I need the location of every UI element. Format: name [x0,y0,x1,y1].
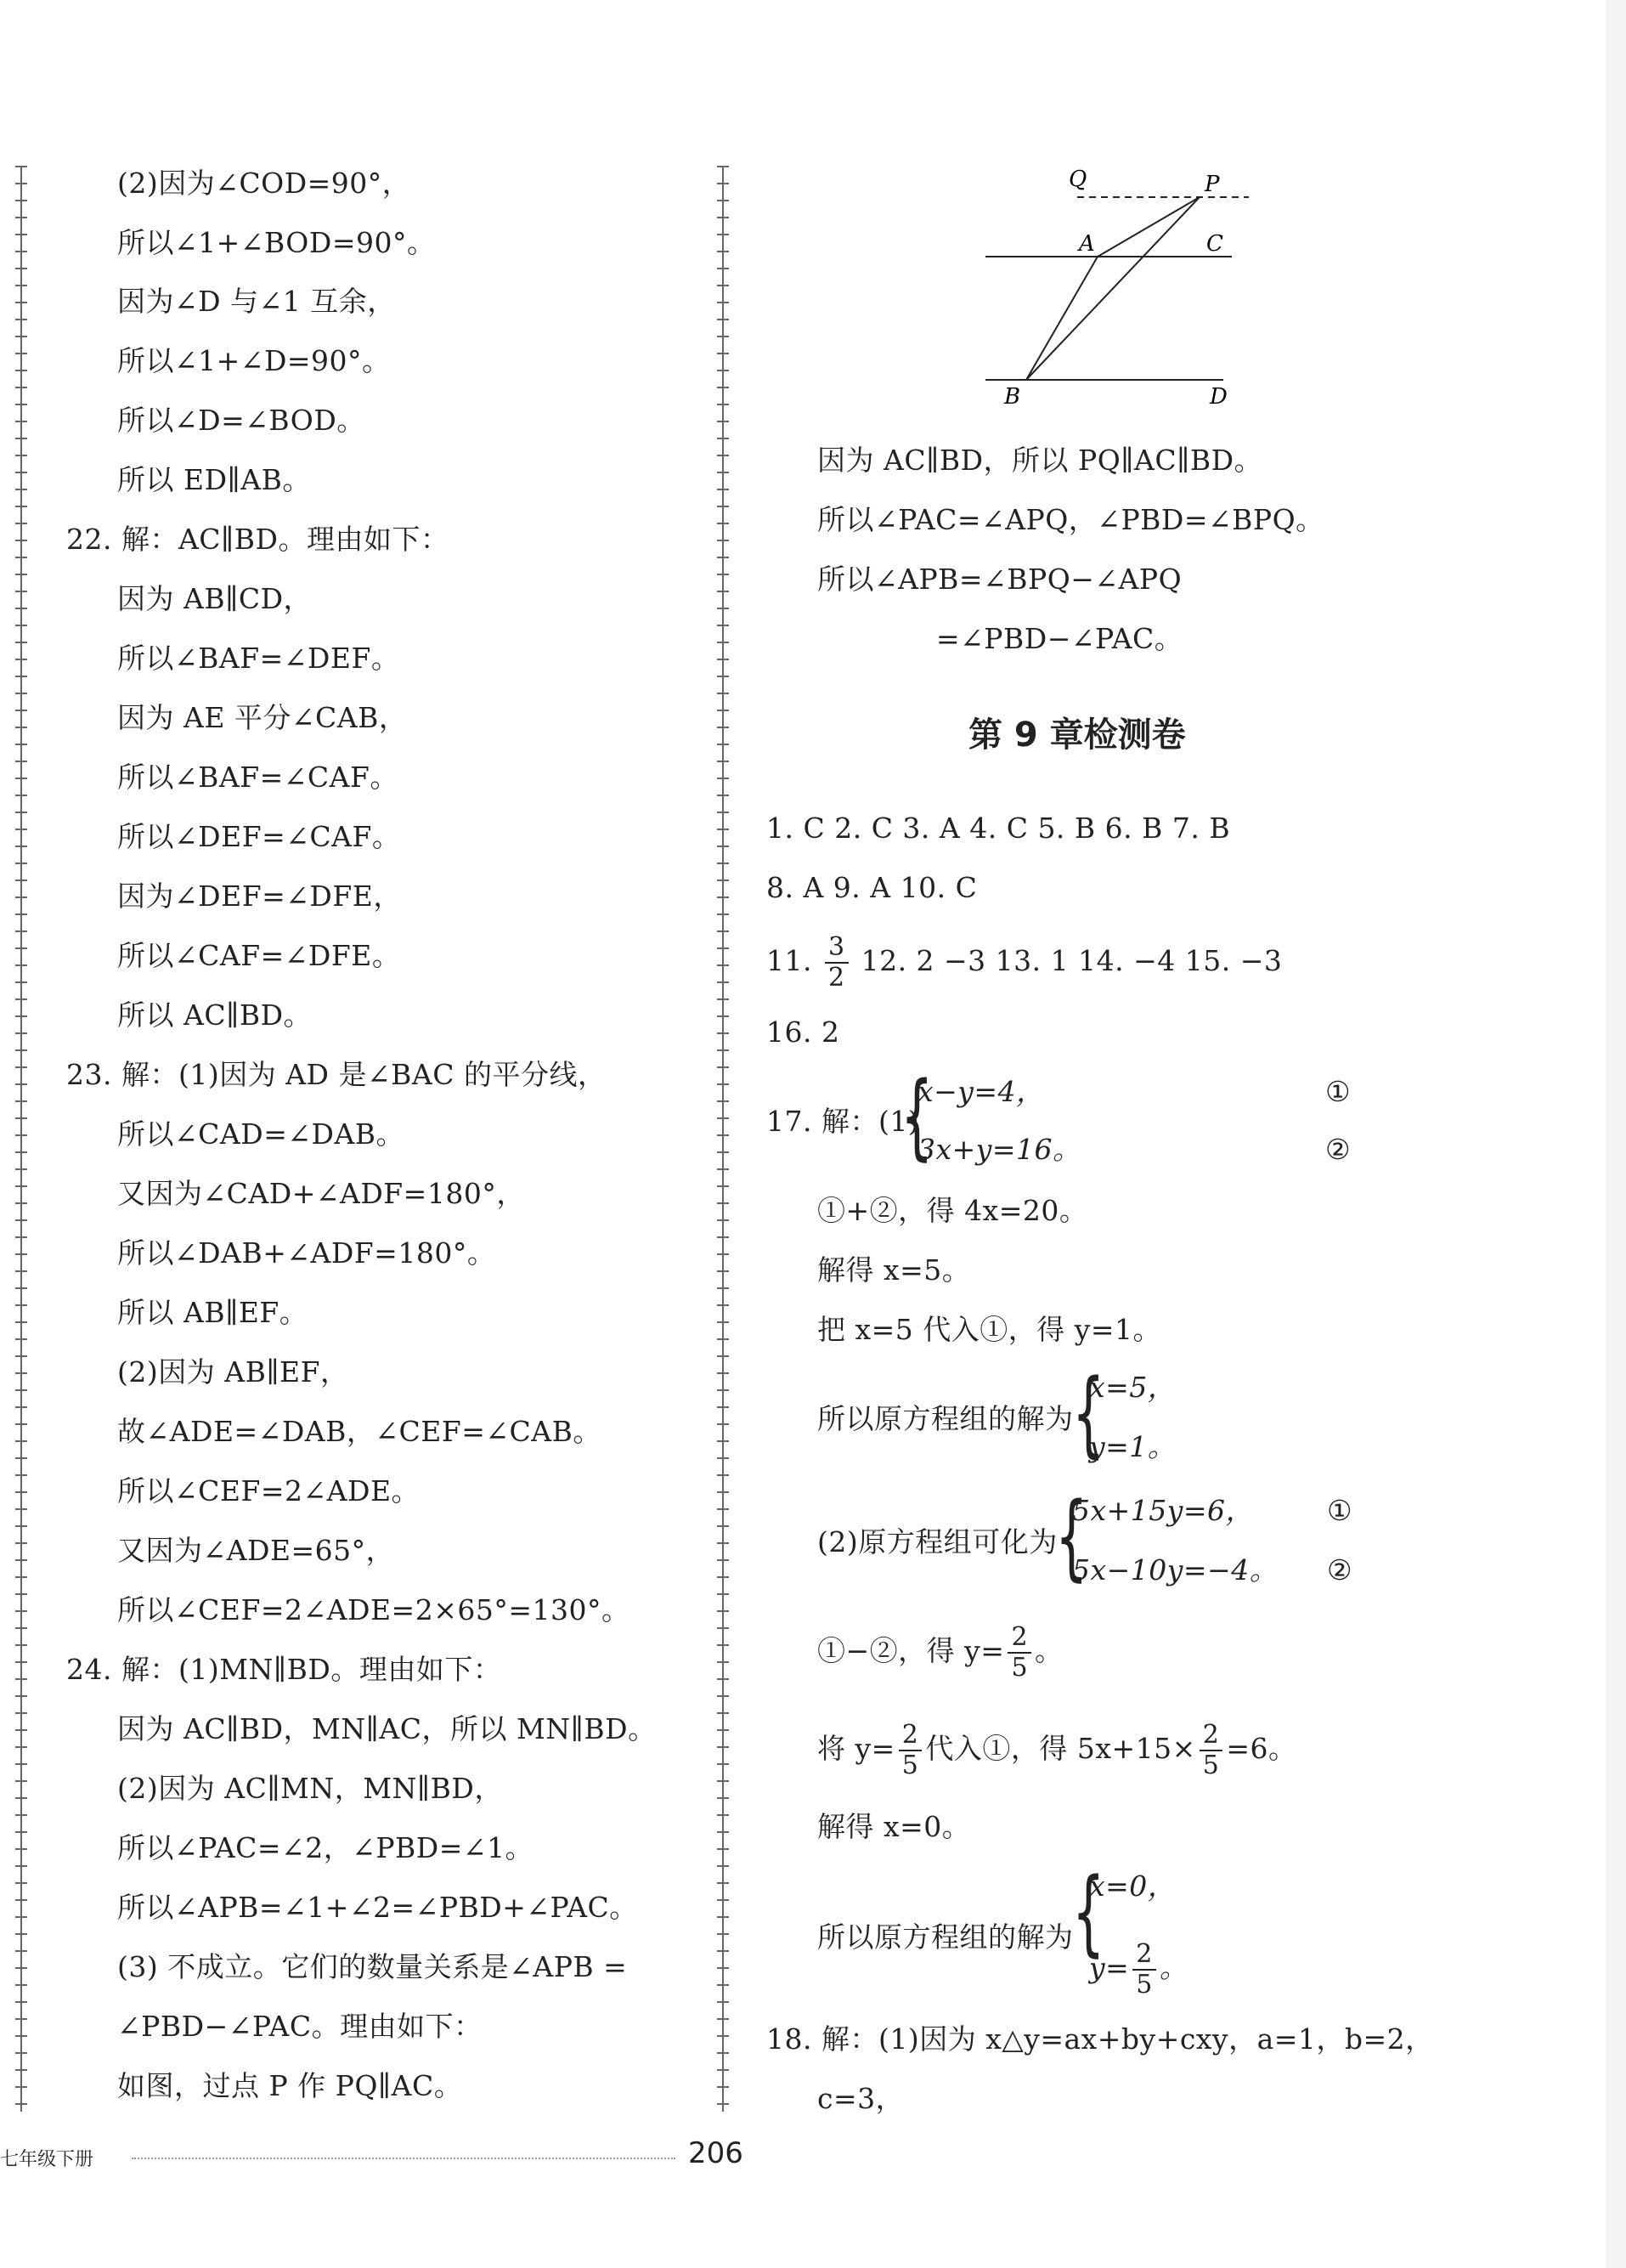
answers-row-3 [766,933,1282,993]
text-line: 所以∠1+∠BOD=90°。 [117,226,436,259]
solution-label: 所以原方程组的解为 [817,1402,1074,1435]
answer-11-label: 11. [766,944,812,977]
label-b: B [1004,384,1021,410]
solution-x: x=5， [1089,1371,1177,1404]
text-line: ①+②，得 4x=20。 [817,1194,1088,1227]
text-line: 所以∠APB=∠BPQ−∠APQ [817,563,1183,596]
text-line: 解得 x=5。 [817,1253,971,1287]
solution-x-2: x=0， [1089,1869,1177,1903]
answers-row-4: 16. 2 [766,1015,840,1049]
fraction-2-5: $\frac{2}{5}$ [1200,1721,1223,1780]
label-d: D [1210,384,1228,410]
text-line: 因为 AB∥CD， [117,582,313,615]
question-17-label: 17. 解：(1) [766,1105,920,1138]
text-line: 因为∠DEF=∠DFE， [117,879,402,913]
footer-grade-label: 七年级下册 [0,2149,94,2170]
geometry-diagram [977,166,1257,412]
text-line: 所以∠CAF=∠DFE。 [117,939,401,972]
left-binding-marks [15,166,27,2112]
part-2-label: (2)原方程组可化为 [817,1525,1058,1558]
text-line: 又因为∠ADE=65°， [117,1534,395,1567]
page-number: 206 [688,2136,743,2170]
text-line: 所以∠APB=∠1+∠2=∠PBD+∠PAC。 [117,1891,638,1924]
footer-dotted-rule [132,2158,675,2159]
text-line: 所以 AC∥BD。 [117,998,313,1032]
text-line: (2)因为 AC∥MN，MN∥BD， [117,1772,503,1805]
equation-1: x−y=4， [917,1075,1045,1108]
marker-2: ② [1327,1553,1353,1586]
label-c: C [1206,231,1223,257]
marker-1: ① [1327,1494,1353,1527]
text-line: 所以 AB∥EF。 [117,1296,308,1329]
substitute-step: 将 y= $\frac{2}{5}$ 代入①，得 5x+15× $\frac{2}{5}$ =6。 [817,1720,1297,1780]
label-q: Q [1069,167,1087,192]
answers-row-1: 1. C 2. C 3. A 4. C 5. B 6. B 7. B [766,812,1231,845]
text-line: =∠PBD−∠PAC。 [936,622,1183,655]
text-line: 所以∠DAB+∠ADF=180°。 [117,1236,496,1270]
solution-y: y=1。 [1089,1430,1177,1463]
text-line: (2)因为 AB∥EF， [117,1355,349,1389]
solution-brace-2: { [1072,1858,1105,1966]
text-line: ∠PBD−∠PAC。理由如下： [117,2010,483,2043]
answers-row-2: 8. A 9. A 10. C [766,871,978,904]
text-line: 把 x=5 代入①，得 y=1。 [817,1313,1162,1346]
system-brace: { [901,1061,934,1170]
solution-y-2: y= $\frac{2}{5}$ 。 [1089,1939,1188,1999]
text-line: 故∠ADE=∠DAB，∠CEF=∠CAB。 [117,1415,601,1448]
equation-3: 5x+15y=6， [1072,1494,1255,1527]
fraction-3-2: $\frac{3}{2}$ [825,933,849,993]
text-line: c=3， [817,2082,905,2115]
solution-label-2: 所以原方程组的解为 [817,1920,1074,1954]
text-line: (3) 不成立。它们的数量关系是∠APB = [117,1950,628,1983]
text-line: 所以∠CEF=2∠ADE。 [117,1474,421,1507]
text-line: 所以∠1+∠D=90°。 [117,344,391,377]
question-23: 23. 解：(1)因为 AD 是∠BAC 的平分线， [66,1058,607,1091]
text-line: 解得 x=0。 [817,1810,971,1843]
text-line: 因为 AC∥BD，所以 PQ∥AC∥BD。 [817,444,1263,477]
question-22: 22. 解：AC∥BD。理由如下： [66,523,449,556]
fraction-2-5: $\frac{2}{5}$ [1132,1940,1156,1999]
text-line: 所以∠DEF=∠CAF。 [117,820,401,853]
label-p: P [1205,172,1220,197]
text-line: 所以 ED∥AB。 [117,463,311,496]
segment-pb [1026,197,1200,380]
text-line: 因为 AE 平分∠CAB， [117,701,408,734]
text-line: 所以∠PAC=∠2，∠PBD=∠1。 [117,1831,534,1864]
text-line: 所以∠CAD=∠DAB。 [117,1117,405,1151]
system-brace-2: { [1055,1482,1088,1591]
text-line: 如图，过点 P 作 PQ∥AC。 [117,2069,463,2102]
solution-brace: { [1072,1359,1105,1468]
text-line: 所以∠BAF=∠DEF。 [117,642,400,675]
subtract-step: ①−②，得 y= $\frac{2}{5}$ 。 [817,1622,1064,1683]
answers-12-15: 12. 2 −3 13. 1 14. −4 15. −3 [861,944,1283,977]
equation-2: 3x+y=16。 [917,1133,1081,1166]
fraction-2-5: $\frac{2}{5}$ [1008,1623,1031,1683]
segment-ab [1026,257,1098,380]
text-line: 所以∠D=∠BOD。 [117,404,365,437]
marker-1: ① [1325,1075,1352,1108]
segment-pa [1098,197,1200,257]
text-line: (2)因为∠COD=90°， [117,167,411,200]
text-line: 因为∠D 与∠1 互余， [117,285,396,318]
page-edge [1606,0,1626,2268]
text-line: 所以∠CEF=2∠ADE=2×65°=130°。 [117,1593,630,1626]
label-a: A [1079,231,1095,257]
marker-2: ② [1325,1133,1352,1166]
fraction-2-5: $\frac{2}{5}$ [899,1721,923,1780]
section-title: 第 9 章检测卷 [968,715,1186,755]
text-line: 所以∠PAC=∠APQ，∠PBD=∠BPQ。 [817,503,1324,536]
equation-4: 5x−10y=−4。 [1072,1553,1279,1586]
text-line: 因为 AC∥BD，MN∥AC，所以 MN∥BD。 [117,1712,657,1745]
text-line: 又因为∠CAD+∠ADF=180°， [117,1177,525,1210]
question-24: 24. 解：(1)MN∥BD。理由如下： [66,1653,502,1686]
question-18: 18. 解：(1)因为 x△y=ax+by+cxy，a=1，b=2， [766,2022,1434,2056]
text-line: 所以∠BAF=∠CAF。 [117,761,398,794]
center-divider-marks [717,166,729,2112]
